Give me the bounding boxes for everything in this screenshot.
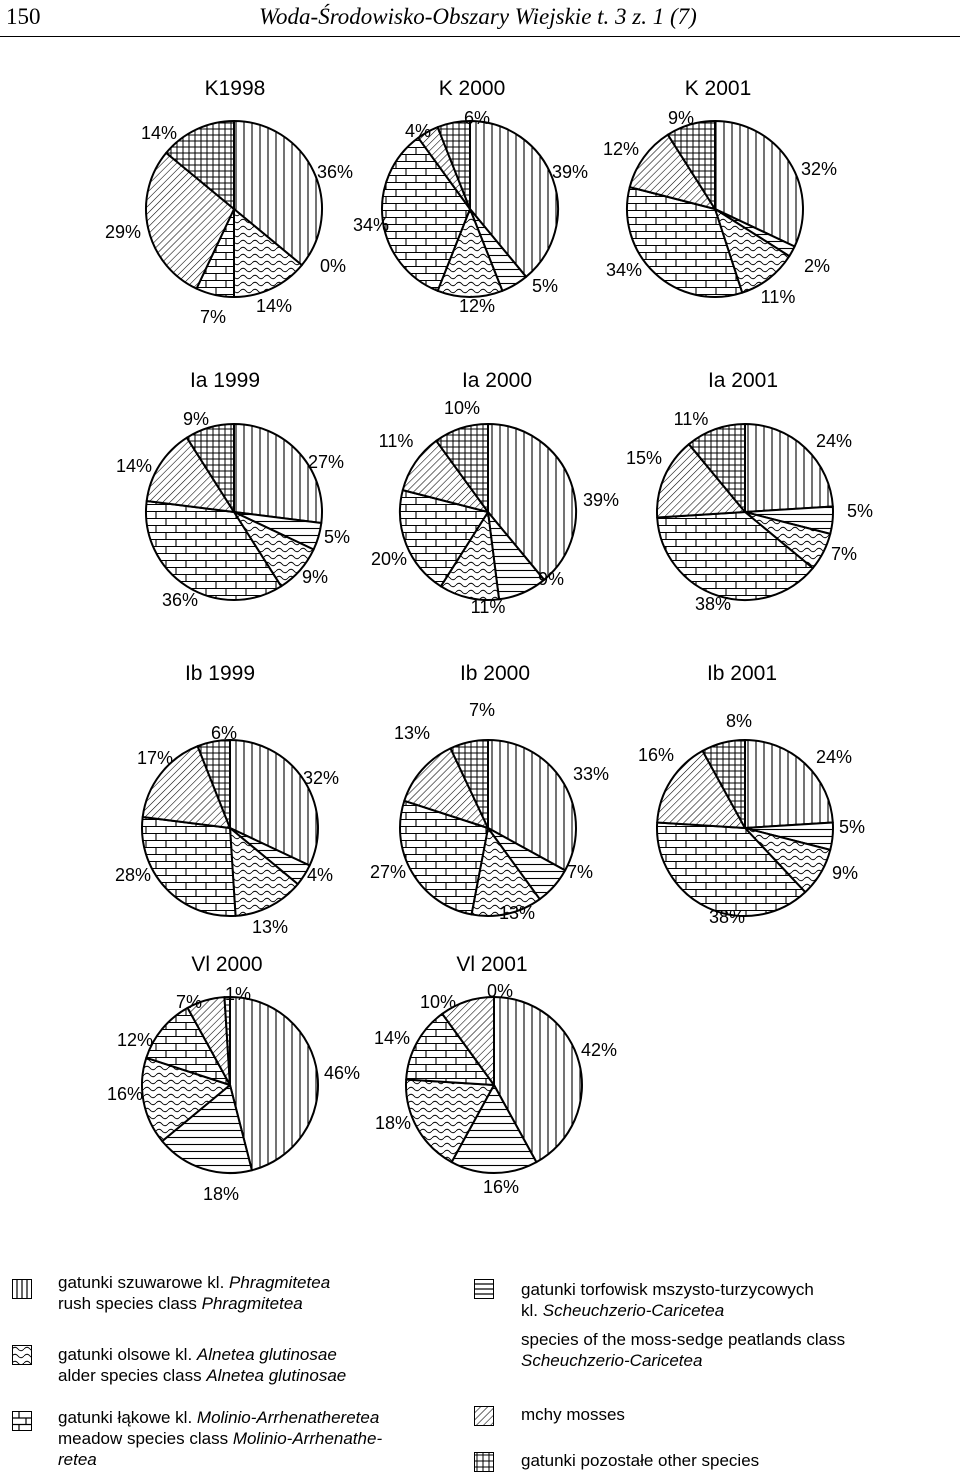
pie-label-meadow: 14% bbox=[373, 1027, 411, 1048]
pie-label-peatland: 5% bbox=[323, 526, 351, 547]
pie-title: Ia 1999 bbox=[189, 369, 261, 392]
pie-title: K 2001 bbox=[684, 77, 752, 100]
pie-label-rush: 42% bbox=[580, 1039, 618, 1060]
pie-label-alder: 16% bbox=[106, 1083, 144, 1104]
legend-rush-pl: gatunki szuwarowe kl. bbox=[58, 1273, 230, 1292]
pie-label-peatland: 5% bbox=[846, 500, 874, 521]
pie-label-mosses: 15% bbox=[625, 447, 663, 468]
pie-label-other: 8% bbox=[725, 710, 753, 731]
pie-slice-meadow bbox=[142, 817, 236, 916]
pie-label-rush: 24% bbox=[815, 430, 853, 451]
legend-peat-pl-kl: kl. bbox=[521, 1301, 543, 1320]
pie-title: Ia 2001 bbox=[707, 369, 779, 392]
pie-chart bbox=[370, 662, 609, 923]
legend-alder bbox=[58, 1344, 346, 1386]
pie-label-rush: 32% bbox=[302, 767, 340, 788]
legend-peat-en: species of the moss-sedge peatlands class bbox=[521, 1330, 846, 1349]
pie-label-peatland: 5% bbox=[531, 275, 559, 296]
pie-label-meadow: 20% bbox=[370, 548, 408, 569]
pie-chart bbox=[116, 369, 350, 610]
pie-label-alder: 11% bbox=[760, 286, 796, 307]
pie-title: Vl 2000 bbox=[191, 953, 263, 976]
pie-label-other: 9% bbox=[667, 107, 695, 128]
legend-alder-en-class: Alnetea glutinosae bbox=[206, 1366, 347, 1385]
pie-label-meadow: 38% bbox=[708, 906, 746, 927]
pie-label-other: 6% bbox=[463, 107, 491, 128]
pie-label-peatland: 9% bbox=[537, 568, 565, 589]
legend-meadow-en: meadow species class bbox=[58, 1429, 233, 1448]
pie-label-alder: 11% bbox=[470, 596, 506, 617]
pie-label-other: 7% bbox=[468, 699, 496, 720]
pie-label-mosses: 14% bbox=[115, 455, 153, 476]
pie-label-meadow: 34% bbox=[352, 214, 390, 235]
legend-peat-pl: gatunki torfowisk mszysto-turzycowych bbox=[521, 1280, 814, 1299]
pie-label-rush: 39% bbox=[582, 489, 620, 510]
pie-label-alder: 9% bbox=[831, 862, 859, 883]
pie-label-rush: 46% bbox=[323, 1062, 361, 1083]
legend-meadow bbox=[58, 1407, 382, 1470]
pie-label-rush: 33% bbox=[572, 763, 610, 784]
pie-label-meadow: 34% bbox=[605, 259, 643, 280]
pie-label-alder: 12% bbox=[458, 295, 496, 316]
pie-chart bbox=[353, 77, 588, 316]
legend-rush-en-class: Phragmitetea bbox=[201, 1294, 303, 1313]
legend-swatch-alder bbox=[12, 1345, 32, 1365]
legend-rush-pl-class: Phragmitetea bbox=[229, 1273, 331, 1292]
pie-label-peatland: 16% bbox=[482, 1176, 520, 1197]
pie-label-meadow: 27% bbox=[369, 861, 407, 882]
pie-label-meadow: 36% bbox=[161, 589, 199, 610]
pie-title: K 2000 bbox=[438, 77, 506, 100]
pie-chart bbox=[638, 662, 865, 927]
pie-label-peatland: 18% bbox=[202, 1183, 240, 1204]
pie-label-alder: 7% bbox=[830, 543, 858, 564]
pie-chart bbox=[374, 953, 617, 1197]
pie-title: Ib 1999 bbox=[184, 662, 256, 685]
pie-label-other: 11% bbox=[673, 408, 709, 429]
pie-label-mosses: 10% bbox=[419, 991, 457, 1012]
pie-label-other: 9% bbox=[182, 408, 210, 429]
legend-meadow-pl-class: Molinio-Arrhenatheretea bbox=[196, 1408, 380, 1427]
pie-chart bbox=[371, 369, 619, 617]
legend-alder-pl-class: Alnetea glutinosae bbox=[196, 1345, 337, 1364]
journal-title: Woda-Środowisko-Obszary Wiejskie t. 3 z. 1 (7) bbox=[259, 4, 697, 29]
legend-meadow-en-class-end: retea bbox=[58, 1450, 97, 1469]
legend-swatch-meadow bbox=[12, 1411, 32, 1431]
legend-rush bbox=[58, 1272, 330, 1314]
pie-label-other: 14% bbox=[140, 122, 178, 143]
pie-label-mosses: 16% bbox=[637, 744, 675, 765]
legend-meadow-en-class: Molinio-Arrhenathe- bbox=[232, 1429, 383, 1448]
pie-title: Ib 2001 bbox=[706, 662, 778, 685]
legend-mosses: mchy mosses bbox=[521, 1405, 625, 1424]
legend-other: gatunki pozostałe other species bbox=[521, 1451, 760, 1470]
pie-label-mosses: 13% bbox=[393, 722, 431, 743]
pie-chart bbox=[626, 369, 873, 614]
pie-label-alder: 9% bbox=[301, 566, 329, 587]
legend-meadow-pl: gatunki łąkowe kl. bbox=[58, 1408, 197, 1427]
pie-title: Vl 2001 bbox=[456, 953, 528, 976]
legend-peat-en-class: Scheuchzerio-Caricetea bbox=[521, 1351, 703, 1370]
pie-label-alder: 13% bbox=[498, 902, 536, 923]
pie-label-rush: 32% bbox=[800, 158, 838, 179]
pie-label-mosses: 4% bbox=[404, 120, 432, 141]
pie-label-meadow: 28% bbox=[114, 864, 152, 885]
legend-alder-pl: gatunki olsowe kl. bbox=[58, 1345, 197, 1364]
pie-chart bbox=[105, 77, 353, 327]
legend-peat bbox=[521, 1279, 845, 1371]
pie-label-mosses: 17% bbox=[136, 747, 174, 768]
pie-title: Ia 2000 bbox=[461, 369, 533, 392]
pie-chart bbox=[107, 953, 360, 1204]
pie-label-mosses: 29% bbox=[104, 221, 142, 242]
pie-label-meadow: 38% bbox=[694, 593, 732, 614]
pie-label-mosses: 11% bbox=[378, 430, 414, 451]
pie-label-rush: 27% bbox=[307, 451, 345, 472]
pie-label-other: 6% bbox=[210, 722, 238, 743]
pie-label-peatland: 7% bbox=[566, 861, 594, 882]
page-number: 150 bbox=[6, 4, 41, 29]
pie-label-rush: 24% bbox=[815, 746, 853, 767]
pie-label-alder: 13% bbox=[251, 916, 289, 937]
pie-label-other: 0% bbox=[486, 980, 514, 1001]
pie-label-peatland: 4% bbox=[306, 864, 334, 885]
pie-title: Ib 2000 bbox=[459, 662, 531, 685]
pie-label-peatland: 2% bbox=[803, 255, 831, 276]
pie-label-mosses: 7% bbox=[175, 991, 203, 1012]
legend-rush-en: rush species class bbox=[58, 1294, 202, 1313]
pie-chart bbox=[115, 662, 339, 937]
pie-label-alder: 14% bbox=[255, 295, 293, 316]
pie-label-alder: 18% bbox=[374, 1112, 412, 1133]
pie-label-rush: 39% bbox=[551, 161, 589, 182]
pie-label-peatland: 5% bbox=[838, 816, 866, 837]
pie-label-other: 1% bbox=[224, 983, 252, 1004]
pie-title: K1998 bbox=[204, 77, 266, 100]
pie-label-other: 10% bbox=[443, 397, 481, 418]
pie-label-rush: 36% bbox=[316, 161, 354, 182]
legend-peat-pl-class: Scheuchzerio-Caricetea bbox=[542, 1301, 725, 1320]
pie-label-mosses: 12% bbox=[602, 138, 640, 159]
legend-swatch-peat bbox=[474, 1279, 494, 1299]
legend-alder-en: alder species class bbox=[58, 1366, 207, 1385]
legend-swatch-mosses bbox=[474, 1406, 494, 1426]
pie-chart bbox=[603, 77, 837, 307]
pie-slice-rush bbox=[234, 424, 322, 523]
pie-label-meadow: 12% bbox=[116, 1029, 154, 1050]
pie-label-meadow: 7% bbox=[199, 306, 227, 327]
legend-swatch-other bbox=[474, 1452, 494, 1472]
legend-swatch-rush bbox=[12, 1279, 32, 1299]
pie-label-peatland: 0% bbox=[319, 255, 347, 276]
